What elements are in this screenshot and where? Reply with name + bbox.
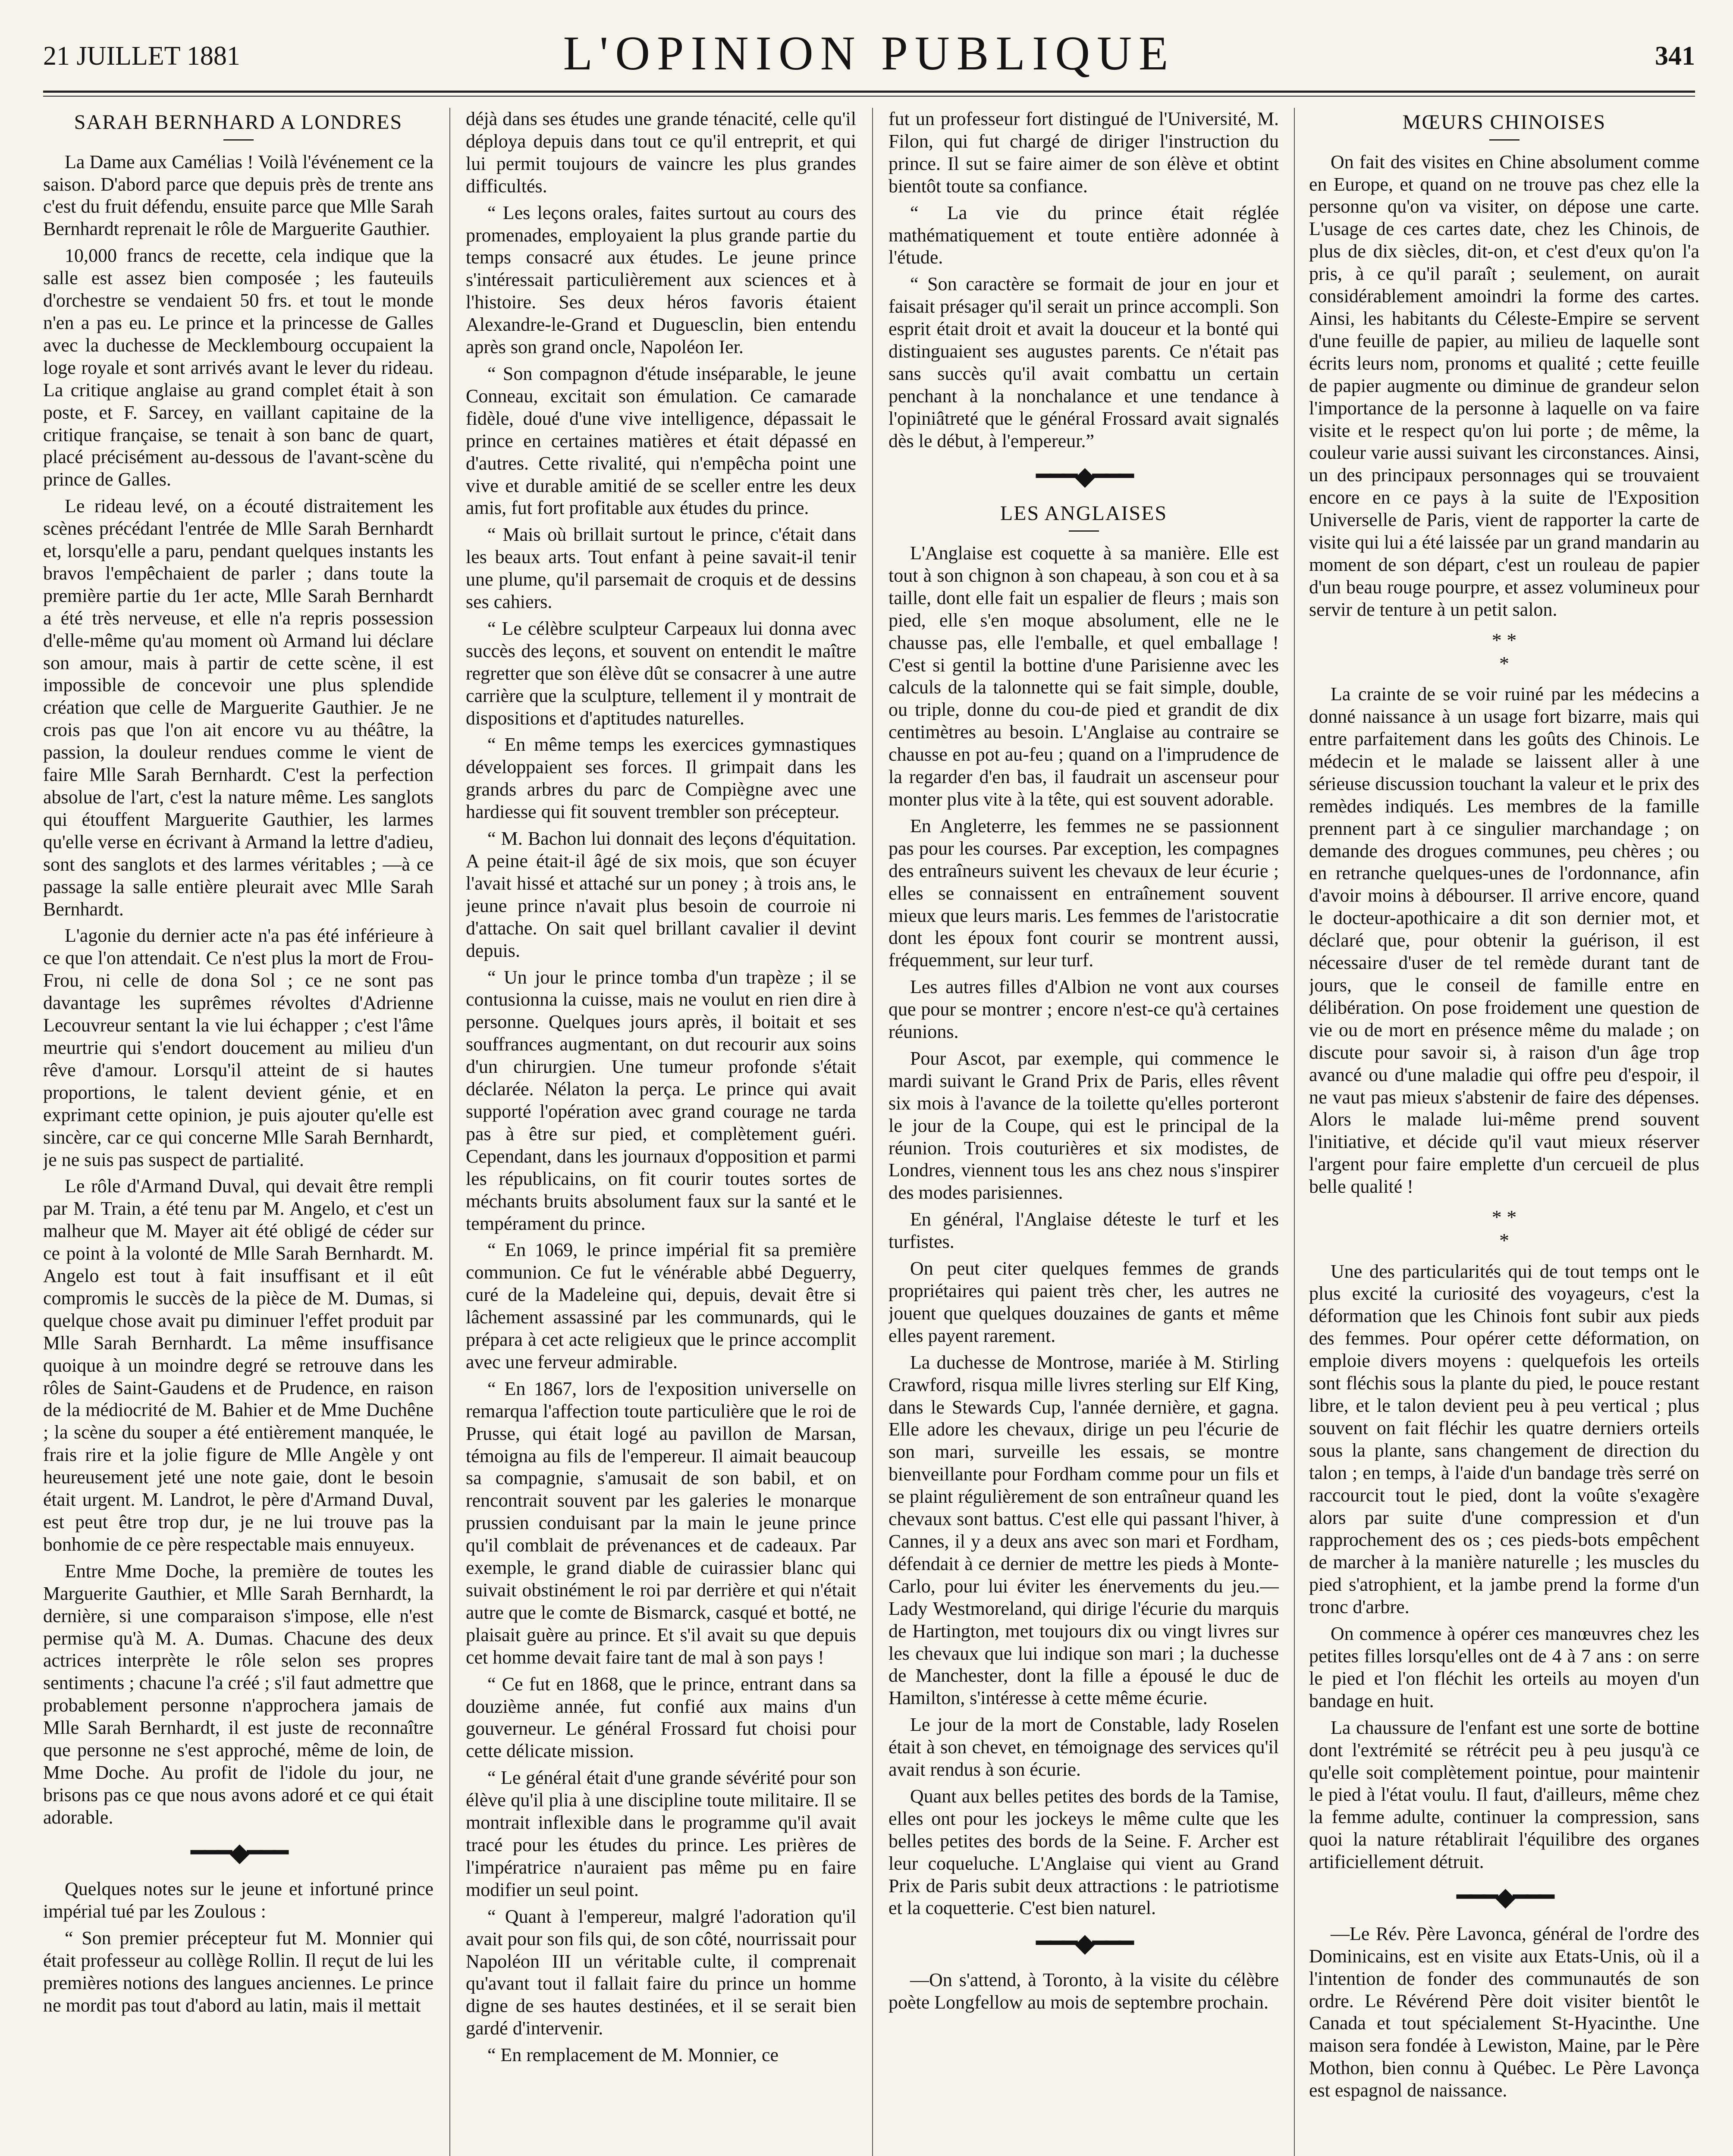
- column-divider: [1294, 108, 1295, 2156]
- asterism: * * *: [1491, 629, 1517, 674]
- header-rule-thin: [43, 96, 1695, 97]
- paragraph: L'agonie du dernier acte n'a pas été inférieure à ce que l'on attendait. Ce n'est plus la mort de Frou-Frou, ni celle de dona Sol ; ce ne sont pas davantage les suprêmes révoltes d'Adrienne Lecouvreur sentant la vie lui échapper ; c'est l'âme meurtrie qui s'endort doucement au milieu d'un rêve d'amour. Lorsqu'il atteint de si hautes proportions, le talent devient génie, et en exprimant cette opinion, je puis ajouter qu'elle est sincère, car ce qui concerne Mlle Sarah Bernhardt, je ne suis pas suspect de partialité.: [43, 925, 433, 1170]
- paragraph: “ M. Bachon lui donnait des leçons d'équitation. A peine était-il âgé de six mois, que son écuyer l'avait hissé et attaché sur un poney ; à trois ans, le jeune prince n'avait plus besoin de courroie ni d'attache. On sait quel brillant cavalier il devint depuis.: [466, 828, 856, 961]
- column-divider: [872, 108, 873, 2156]
- paragraph: “ En même temps les exercices gymnastiques développaient ses forces. Il grimpait dans les grands arbres du parc de Compiègne avec une hardiesse qui fit souvent trembler son précepteur.: [466, 734, 856, 823]
- column-3: [888, 108, 1279, 2156]
- paragraph: On commence à opérer ces manœuvres chez les petites filles lorsqu'elles ont de 4 à 7 ans : on serre le pied et l'on fléchit les orteils au moyen d'un bandage en huit.: [1309, 1623, 1699, 1711]
- paragraph: La crainte de se voir ruiné par les médecins a donné naissance à un usage fort bizarre, mais qui entre parfaitement dans les goûts des Chinois. Le médecin et le malade se laissent aller à une sérieuse discussion touchant la valeur et le prix des remèdes indiqués. Les membres de la famille prennent part à ce singulier marchandage ; on demande des drogues communes, peu chères ; ou en retranche quelques-unes de l'ordonnance, afin d'avoir moins à débourser. Il arrive encore, quand le docteur-apothicaire a dit son dernier mot, et déclaré que, pour obtenir la guérison, il est nécessaire d'user de tel remède durant tant de jours, que le conseil de famille entre en délibération. On pose froidement une question de vie ou de mort en présence même du malade ; on discute pour savoir si, à raison d'un âge trop avancé ou d'une maladie qui offre peu d'espoir, il ne vaut pas mieux s'abstenir de faire des dépenses. Alors le malade lui-même prend souvent l'initiative, et décide qu'il vaut mieux réserver l'argent pour faire emplette d'un cercueil de plus belle qualité !: [1309, 683, 1699, 1197]
- paragraph: La Dame aux Camélias ! Voilà l'événement ce la saison. D'abord parce que depuis près de trente ans c'est du fruit défendu, ensuite parce que Mlle Sarah Bernhardt reprenait le rôle de Marguerite Gauthier.: [43, 151, 433, 240]
- paragraph: La chaussure de l'enfant est une sorte de bottine dont l'extrémité se rétrécit peu à peu jusqu'à ce qu'elle soit complètement pointue, pour maintenir le pied à l'état voulu. Il faut, d'ailleurs, même chez la femme adulte, continuer la compression, sans quoi la nature rétablirait l'équilibre des organes artificiellement détruit.: [1309, 1717, 1699, 1873]
- paragraph: “ Son compagnon d'étude inséparable, le jeune Conneau, excitait son émulation. Ce camarade fidèle, doué d'une vive intelligence, dépassait le prince en certaines matières et était dépassé en d'autres. Cette rivalité, qui n'empêcha point une vive et durable amitié de se sceller entre les deux amis, fut fort profitable aux études du prince.: [466, 363, 856, 519]
- paragraph: —Le Rév. Père Lavonca, général de l'ordre des Dominicains, est en visite aux Etats-Unis, où il a l'intention de fonder des communautés de son ordre. Le Révérend Père doit visiter bientôt le Canada et tout spécialement St-Hyacinthe. Une maison sera fondée à Lewiston, Maine, par le Père Mothon, bien connu à Québec. Le Père Lavonça est espagnol de naissance.: [1309, 1923, 1699, 2101]
- heading-rule: [1069, 530, 1099, 532]
- paragraph: “ Les leçons orales, faites surtout au cours des promenades, employaient la plus grande partie du temps consacré aux études. Le jeune prince s'intéressait particulièrement aux sciences et à l'histoire. Ses deux héros favoris étaient Alexandre-le-Grand et Duguesclin, bien entendu après son grand oncle, Napoléon Ier.: [466, 202, 856, 358]
- column-4: [1309, 108, 1699, 2156]
- paragraph: “ Un jour le prince tomba d'un trapèze ; il se contusionna la cuisse, mais ne voulut en rien dire à personne. Quelques jours après, il boitait et ses souffrances augmentant, on dut recourir aux soins d'un chirurgien. Une tumeur profonde s'était déclarée. Nélaton la perça. Le prince qui avait supporté l'opération avec grand courage ne tarda pas à être sur pied, et complètement guéri. Cependant, dans les journaux d'opposition et parmi les républicains, on fit courir toutes sortes de méchants bruits absolument faux sur la santé et le tempérament du prince.: [466, 966, 856, 1234]
- page-number: 341: [1655, 41, 1695, 71]
- paragraph: “ Le célèbre sculpteur Carpeaux lui donna avec succès des leçons, et souvent on entendit le maître regretter que son élève dût se consacrer à une autre carrière que la sculpture, tellement il y montrait de dispositions et d'aptitudes naturelles.: [466, 617, 856, 729]
- section-ornament: ━━━◆━━━: [191, 1838, 286, 1867]
- header-rule: [43, 91, 1695, 93]
- masthead: [43, 17, 1695, 82]
- paragraph: En Angleterre, les femmes ne se passionnent pas pour les courses. Par exception, les compagnes des entraîneurs suivent les chevaux de leur écurie ; elles se connaissent en entraînement souvent mieux que leurs maris. Les femmes de l'aristocratie dont les époux font courir se montrent aussi, fréquemment, sur leur turf.: [888, 815, 1279, 971]
- paragraph: Entre Mme Doche, la première de toutes les Marguerite Gauthier, et Mlle Sarah Bernhardt, la dernière, si une comparaison s'impose, elle n'est permise qu'à M. A. Dumas. Chacune des deux actrices interprète le rôle selon ses propres sentiments ; chacune l'a créé ; s'il faut admettre que probablement personne n'approchera jamais de Mlle Sarah Bernhardt, il est juste de reconnaître que personne ne s'est approché, même de loin, de Mme Doche. Au profit de l'idole du jour, ne brisons pas ce que nous avons adoré et ce qui était adorable.: [43, 1560, 433, 1828]
- article-heading: MŒURS CHINOISES: [1402, 111, 1606, 134]
- heading-rule: [1489, 139, 1520, 141]
- paragraph: 10,000 francs de recette, cela indique que la salle est assez bien composée ; les fauteuils d'orchestre se vendaient 50 frs. et tout le monde n'en a pas eu. Le prince et la princesse de Galles avec la duchesse de Mecklembourg occupaient la loge royale et sont arrivés avant le lever du rideau. La critique anglaise au grand complet était à son poste, et F. Sarcey, en vaillant capitaine de la critique française, se tenait à son banc de quart, placé précisément au-dessous de l'avant-scène du prince de Galles.: [43, 245, 433, 490]
- paragraph: Le rideau levé, on a écouté distraitement les scènes précédant l'entrée de Mlle Sarah Bernhardt et, lorsqu'elle a paru, pendant quelques instants les bravos l'empêchaient de parler ; dans toute la première partie du 1er acte, Mlle Sarah Bernhardt a été très nerveuse, et elle n'a repris possession d'elle-même qu'au moment où Armand lui déclare son amour, mais à partir de cette scène, il est impossible de concevoir une plus splendide création que celle de Marguerite Gauthier. Je ne crois pas que l'on ait encore vu au théâtre, la passion, la douleur rendues comme le vient de faire Mlle Sarah Bernhardt. C'est la perfection absolue de l'art, c'est la nature même. Les sanglots qui étouffent Marguerite Gauthier, les larmes qu'elle verse en écrivant à Armand la lettre d'adieu, sont des sanglots et des larmes véritables ; —à ce passage la salle entière pleurait avec Mlle Sarah Bernhardt.: [43, 495, 433, 920]
- paragraph: Le jour de la mort de Constable, lady Roselen était à son chevet, en témoignage des services qu'il avait rendus à son écurie.: [888, 1714, 1279, 1780]
- section-ornament: ━━━◆━━━: [1036, 461, 1131, 490]
- paragraph: “ En 1069, le prince impérial fit sa première communion. Ce fut le vénérable abbé Deguerry, curé de la Madeleine qui, depuis, devait être si lâchement assassiné par les communards, qui le prépara à cet acte religieux que le prince accomplit avec une ferveur admirable.: [466, 1239, 856, 1373]
- paragraph: fut un professeur fort distingué de l'Université, M. Filon, qui fut chargé de diriger l'instruction du prince. Il sut se faire aimer de son élève et obtint bientôt toute sa confiance.: [888, 108, 1279, 197]
- section-ornament: ━━━◆━━━: [1457, 1883, 1552, 1912]
- paragraph: On fait des visites en Chine absolument comme en Europe, et quand on ne trouve pas chez elle la personne qu'on va visiter, on dépose une carte. L'usage de ces cartes date, chez les Chinois, de plus de dix siècles, dit-on, et c'est d'eux qu'on l'a pris, à ce qu'il paraît ; seulement, on aurait considérablement amoindri la forme des cartes. Ainsi, les habitants du Céleste-Empire se servent d'une feuille de papier, au milieu de laquelle sont écrits leurs nom, pronoms et qualité ; cette feuille de papier augmente ou diminue de grandeur selon l'importance de la personne à laquelle on va faire visite et le respect qu'on lui porte ; de même, la couleur varie aussi suivant les circonstances. Ainsi, un des principaux personnages qui se trouvaient encore en ce pays à la suite de l'Exposition Universelle de Paris, vient de rapporter la carte de visite qui lui a été laissée par un grand mandarin au moment de son départ, c'est un rouleau de papier d'un beau rouge pourpre, et assez volumineux pour servir de tenture à un petit salon.: [1309, 151, 1699, 620]
- paragraph: déjà dans ses études une grande ténacité, celle qu'il déploya depuis dans tout ce qu'il entreprit, et qui lui permit toujours de vaincre les plus grandes difficultés.: [466, 108, 856, 197]
- issue-date: 21 JUILLET 1881: [43, 41, 240, 71]
- paragraph: Les autres filles d'Albion ne vont aux courses que pour se montrer ; encore n'est-ce qu'à certaines réunions.: [888, 976, 1279, 1043]
- paragraph: Quant aux belles petites des bords de la Tamise, elles ont pour les jockeys le même culte que les belles petites des bords de la Seine. F. Archer est leur coqueluche. L'Anglaise qui vient au Grand Prix de Paris subit deux attractions : le patriotisme et la coquetterie. C'est bien naturel.: [888, 1785, 1279, 1919]
- paragraph: “ Son premier précepteur fut M. Monnier qui était professeur au collège Rollin. Il reçut de lui les premières notions des langues anciennes. Le prince ne mordit pas tout d'abord au latin, mais il mettait: [43, 1927, 433, 2016]
- paragraph: Quelques notes sur le jeune et infortuné prince impérial tué par les Zoulous :: [43, 1878, 433, 1922]
- asterism: * * *: [1491, 1206, 1517, 1252]
- paragraph: “ Mais où brillait surtout le prince, c'était dans les beaux arts. Tout enfant à peine savait-il tenir une plume, qu'il parsemait de croquis et de dessins ses cahiers.: [466, 524, 856, 613]
- article-heading: LES ANGLAISES: [1000, 502, 1168, 525]
- paragraph: “ La vie du prince était réglée mathématiquement et toute entière adonnée à l'étude.: [888, 202, 1279, 268]
- column-2: [466, 108, 856, 2156]
- article-heading: SARAH BERNHARD A LONDRES: [74, 111, 403, 134]
- newspaper-title: L'OPINION PUBLIQUE: [563, 27, 1175, 80]
- paragraph: Pour Ascot, par exemple, qui commence le mardi suivant le Grand Prix de Paris, elles rêvent six mois à l'avance de la toilette qu'elles porteront le jour de la Coupe, qui est le principal de la réunion. Trois couturières et six modistes, de Londres, viennent tous les ans chez nous s'inspirer des modes parisiennes.: [888, 1047, 1279, 1203]
- paragraph: L'Anglaise est coquette à sa manière. Elle est tout à son chignon à son chapeau, à son cou et à sa taille, dont elle fait un espalier de fleurs ; mais son pied, elle s'en moque absolument, elle ne le chausse pas, elle l'emballe, et quel emballage ! C'est si gentil la bottine d'une Parisienne avec les calculs de la talonnette qui se fait simple, double, ou triple, donne du cou-de pied et grandit de dix centimètres au besoin. L'Anglaise au contraire se chausse en pot au-feu ; quand on a l'imprudence de la regarder d'en bas, il faudrait un ascenseur pour monter plus vite à la tête, qui est souvent adorable.: [888, 542, 1279, 810]
- paragraph: “ Son caractère se formait de jour en jour et faisait présager qu'il serait un prince accompli. Son esprit était droit et avait la douceur et la bonté qui distinguaient ses augustes parents. Ce n'était pas sans succès qu'il avait combattu un certain penchant à la nonchalance et une tendance à l'opiniâtreté que le général Frossard avait signalés dès le début, à l'empereur.”: [888, 273, 1279, 451]
- column-divider: [449, 108, 450, 2156]
- column-1: [43, 108, 433, 2156]
- paragraph: “ Quant à l'empereur, malgré l'adoration qu'il avait pour son fils qui, de son côté, nourrissait pour Napoléon III un véritable culte, il comprenait qu'avant tout il fallait faire du prince un homme digne de ses hautes destinées, et il se serait bien gardé d'intervenir.: [466, 1905, 856, 2039]
- paragraph: La duchesse de Montrose, mariée à M. Stirling Crawford, risqua mille livres sterling sur Elf King, dans le Stewards Cup, l'année dernière, et gagna. Elle adore les chevaux, dirige un peu l'écurie de son mari, surveille les essais, se montre bienveillante pour Fordham comme pour un fils et se plaint régulièrement de son entraîneur quand les chevaux sont battus. C'est elle qui passant l'hiver, à Cannes, il y a deux ans avec son mari et Fordham, défendait à ce dernier de mettre les pieds à Monte-Carlo, pour lui éviter les énervements du jeu.—Lady Westmoreland, qui dirige l'écurie du marquis de Hartington, met toujours dix ou vingt livres sur les chevaux que lui indique son mari ; la duchesse de Manchester, dont la fille a épousé le duc de Hamilton, s'intéresse à cette même écurie.: [888, 1351, 1279, 1709]
- heading-rule: [223, 139, 254, 141]
- paragraph: Une des particularités qui de tout temps ont le plus excité la curiosité des voyageurs, c'est la déformation que les Chinois font subir aux pieds des femmes. Pour opérer cette déformation, on emploie divers moyens : quelquefois les orteils sont fléchis sous la plante du pied, le pouce restant libre, et le talon devient peu à peu vertical ; plus souvent on fait fléchir les quatre derniers orteils sous la plante, sans changement de direction du talon ; en temps, à l'aide d'un bandage très serré on raccourcit tout le pied, dont la voûte s'exagère alors par suite d'une compression et d'un rapprochement des os ; ces pieds-bots empêchent de marcher à la manière naturelle ; les muscles du pied s'atrophient, et la jambe prend la forme d'un tronc d'arbre.: [1309, 1260, 1699, 1618]
- paragraph: “ En 1867, lors de l'exposition universelle on remarqua l'affection toute particulière que le roi de Prusse, qui était logé au pavillon de Marsan, témoigna au fils de l'empereur. Il aimait beaucoup sa compagnie, s'amusait de son babil, et on rencontrait souvent par les galeries le monarque prussien conduisant par la main le jeune prince qu'il comblait de prévenances et de cadeaux. Par exemple, le grand diable de cuirassier blanc qui suivait obstinément le roi par derrière et qui n'était autre que le comte de Bismarck, casqué et botté, ne plaisait guère au prince. Et s'il avait su que depuis cet homme devait faire tant de mal à son pays !: [466, 1378, 856, 1668]
- paragraph: —On s'attend, à Toronto, à la visite du célèbre poète Longfellow au mois de septembre prochain.: [888, 1969, 1279, 2013]
- section-ornament: ━━━◆━━━: [1036, 1929, 1131, 1958]
- paragraph: En général, l'Anglaise déteste le turf et les turfistes.: [888, 1209, 1279, 1253]
- paragraph: “ En remplacement de M. Monnier, ce: [487, 2044, 779, 2066]
- paragraph: Le rôle d'Armand Duval, qui devait être rempli par M. Train, a été tenu par M. Angelo, et c'est un malheur que M. Mayer ait été obligé de céder sur ce point à la volonté de Mlle Sarah Bernhardt. M. Angelo est tout à fait insuffisant et il eût compromis le succès de la pièce de M. Dumas, si quelque chose avait pu diminuer l'effet produit par Mlle Sarah Bernhardt. La même insuffisance quoique à un moindre degré se retrouve dans les rôles de Saint-Gaudens et de Prudence, en raison de la médiocrité de M. Bahier et de Mme Duchêne ; la scène du souper a été entièrement manquée, le frais rire et la jolie figure de Mlle Angèle y ont heureusement jeté une note gaie, dont le besoin était urgent. M. Landrot, le père d'Armand Duval, est peut être trop dur, je ne lui trouve pas la bonhomie de ce père respectable mais ennuyeux.: [43, 1175, 433, 1555]
- paragraph: “ Le général était d'une grande sévérité pour son élève qu'il plia à une discipline toute militaire. Il se montrait inflexible dans le programme qu'il avait tracé pour les études du prince. Les prières de l'impératrice n'auraient pas même pu en faire modifier un seul point.: [466, 1767, 856, 1900]
- paragraph: “ Ce fut en 1868, que le prince, entrant dans sa douzième année, fut confié aux mains d'un gouverneur. Le général Frossard fut choisi pour cette délicate mission.: [466, 1673, 856, 1762]
- paragraph: On peut citer quelques femmes de grands propriétaires qui paient très cher, les autres ne jouent que quelques douzaines de gants et même elles payent rarement.: [888, 1258, 1279, 1346]
